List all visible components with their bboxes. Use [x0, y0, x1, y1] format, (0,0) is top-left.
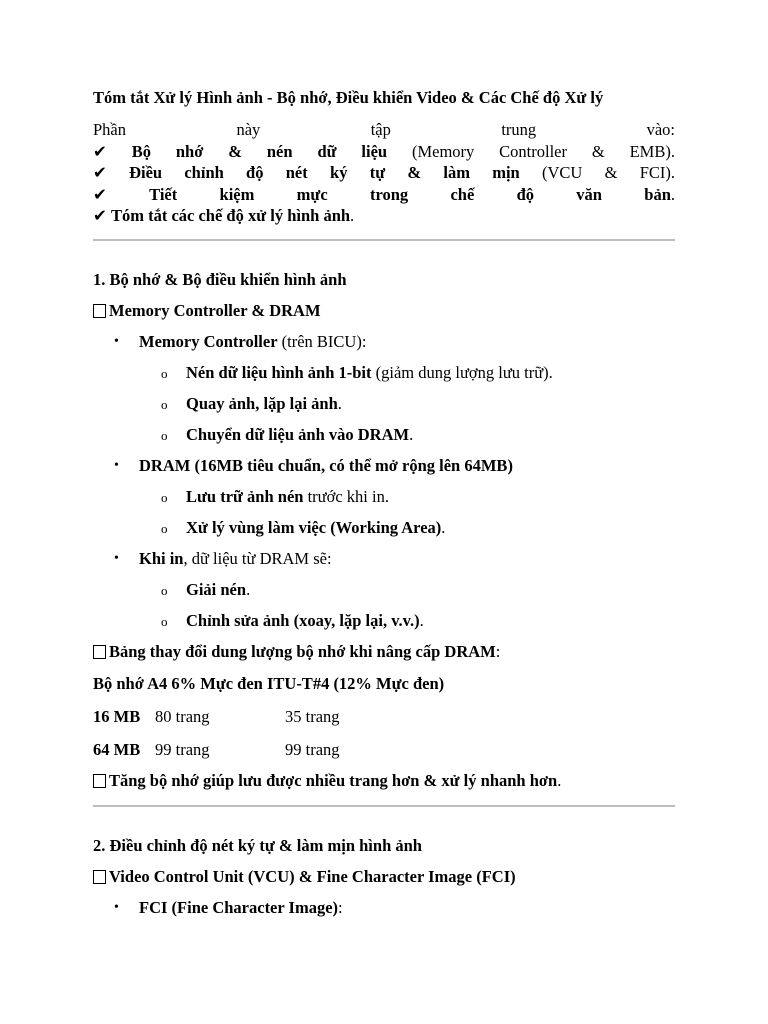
sub-list	[139, 361, 675, 447]
list-item: • Khi in, dữ liệu từ DRAM sẽ: o Giải nén. o Chỉnh sửa ảnh (xoay, lặp lại, v.v.).	[93, 547, 675, 633]
intro-item-2: ✔ Điều chỉnh độ nét ký tự & làm mịn (VCU & FCI).	[93, 163, 675, 182]
intro-block	[93, 119, 675, 227]
document-title: Tóm tắt Xử lý Hình ảnh - Bộ nhớ, Điều khiển Video & Các Chế độ Xử lý	[93, 88, 604, 107]
list-item: • DRAM (16MB tiêu chuẩn, có thể mở rộng lên 64MB) o Lưu trữ ảnh nén trước khi in. o Xử lý vùng làm việc (Working Area).	[93, 454, 675, 540]
sub-list	[139, 485, 675, 540]
section-2-subheading: Video Control Unit (VCU) & Fine Character Image (FCI)	[93, 865, 675, 889]
missing-glyph-icon	[93, 304, 106, 318]
list-item: o Chỉnh sửa ảnh (xoay, lặp lại, v.v.).	[93, 609, 675, 633]
list-item: • Memory Controller (trên BICU): o Nén dữ liệu hình ảnh 1-bit (giảm dung lượng lưu trữ). o Quay ảnh, lặp lại ảnh. o Chuyển dữ liệu ảnh vào DRAM.	[93, 330, 675, 447]
vcu-bullet-list	[93, 896, 675, 920]
list-item: • FCI (Fine Character Image):	[93, 896, 675, 920]
list-item: o Quay ảnh, lặp lại ảnh.	[93, 392, 675, 416]
list-item: o Lưu trữ ảnh nén trước khi in.	[93, 485, 675, 509]
table-header: Bộ nhớ A4 6% Mực đen ITU-T#4 (12% Mực đen)	[93, 673, 445, 693]
missing-glyph-icon	[93, 774, 106, 788]
list-item: o Nén dữ liệu hình ảnh 1-bit (giảm dung lượng lưu trữ).	[93, 361, 675, 385]
section-divider	[93, 239, 675, 241]
check-icon: ✔	[93, 163, 107, 182]
table-row	[93, 705, 675, 729]
list-item: o Xử lý vùng làm việc (Working Area).	[93, 516, 675, 540]
list-item: o Giải nén.	[93, 578, 675, 602]
section-divider	[93, 805, 675, 807]
missing-glyph-icon	[93, 645, 106, 659]
missing-glyph-icon	[93, 870, 106, 884]
intro-item-3: ✔ Tiết kiệm mực trong chế độ văn bản.	[93, 184, 676, 204]
check-icon: ✔	[93, 141, 107, 161]
list-item: o Chuyển dữ liệu ảnh vào DRAM.	[93, 423, 675, 447]
table-cell: 99 trang	[285, 739, 340, 759]
check-icon: ✔	[93, 206, 107, 225]
table-row	[93, 738, 675, 762]
sub-list	[139, 578, 675, 633]
section-1-heading: 1. Bộ nhớ & Bộ điều khiển hình ảnh	[93, 269, 347, 289]
intro-item-1: ✔ Bộ nhớ & nén dữ liệu (Memory Controller & EMB).	[93, 141, 675, 161]
memory-bullet-list	[93, 330, 675, 633]
intro-lead: Phần này tập trung vào:	[93, 120, 675, 139]
intro-item-4: ✔ Tóm tắt các chế độ xử lý hình ảnh.	[93, 206, 355, 225]
check-icon: ✔	[93, 184, 107, 204]
section-1-subheading: Memory Controller & DRAM	[93, 299, 675, 323]
table-cell: 35 trang	[285, 706, 340, 726]
document-content	[93, 86, 675, 920]
table-cell: 80 trang	[155, 706, 210, 726]
section-2-heading: 2. Điều chỉnh độ nét ký tự & làm mịn hình ảnh	[93, 835, 422, 855]
table-cell: 99 trang	[155, 739, 210, 759]
table-cell: 16 MB	[93, 706, 141, 726]
memory-note: Tăng bộ nhớ giúp lưu được nhiều trang hơn & xử lý nhanh hơn.	[93, 769, 675, 793]
table-cell: 64 MB	[93, 739, 141, 759]
table-caption: Bảng thay đổi dung lượng bộ nhớ khi nâng cấp DRAM:	[93, 640, 675, 664]
